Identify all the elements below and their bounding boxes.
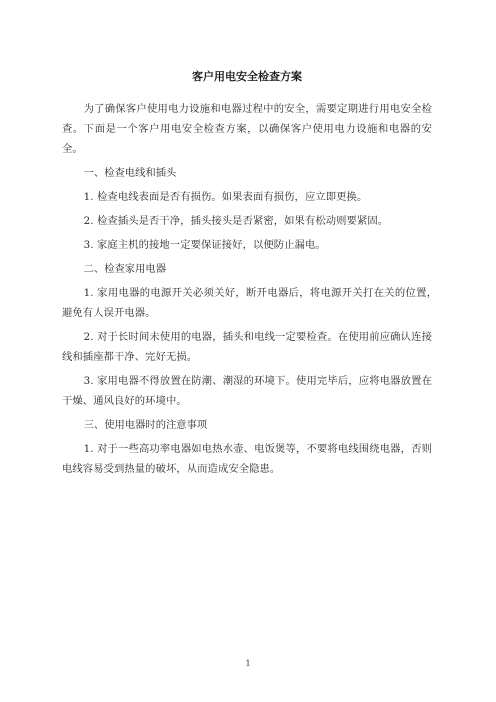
list-item: 3. 家用电器不得放置在防潮、潮湿的环境下。使用完毕后，应将电器放置在干燥、通风良好的环境中。 — [62, 375, 432, 407]
list-item: 1. 检查电线表面是否有损伤。如果表面有损伤，应立即更换。 — [83, 191, 368, 203]
list-item: 2. 对于长时间未使用的电器，插头和电线一定要检查。在使用前应确认连接线和插座都干净、完好无损。 — [62, 331, 432, 363]
document-title: 客户用电安全检查方案 — [192, 70, 302, 83]
section-heading-precautions: 三、使用电器时的注意事项 — [83, 419, 208, 431]
list-item: 3. 家庭主机的接地一定要保证接好，以便防止漏电。 — [83, 239, 326, 251]
list-item: 1. 对于一些高功率电器如电热水壶、电饭煲等，不要将电线围绕电器，否则电线容易受到热量的破坏，从而造成安全隐患。 — [62, 443, 432, 475]
page-number: 1 — [245, 659, 251, 668]
document-body — [62, 70, 443, 483]
intro-paragraph: 为了确保客户使用电力设施和电器过程中的安全，需要定期进行用电安全检查。下面是一个客户用电安全检查方案，以确保客户使用电力设施和电器的安全。 — [62, 103, 432, 155]
section-heading-appliances: 二、检查家用电器 — [83, 263, 166, 275]
list-item: 2. 检查插头是否干净，插头接头是否紧密，如果有松动则要紧固。 — [83, 215, 389, 227]
section-heading-wires: 一、检查电线和插头 — [83, 167, 177, 179]
list-item: 1. 家用电器的电源开关必须关好，断开电器后，将电源开关打在关的位置， 避免有人误开电器。 — [62, 287, 443, 319]
